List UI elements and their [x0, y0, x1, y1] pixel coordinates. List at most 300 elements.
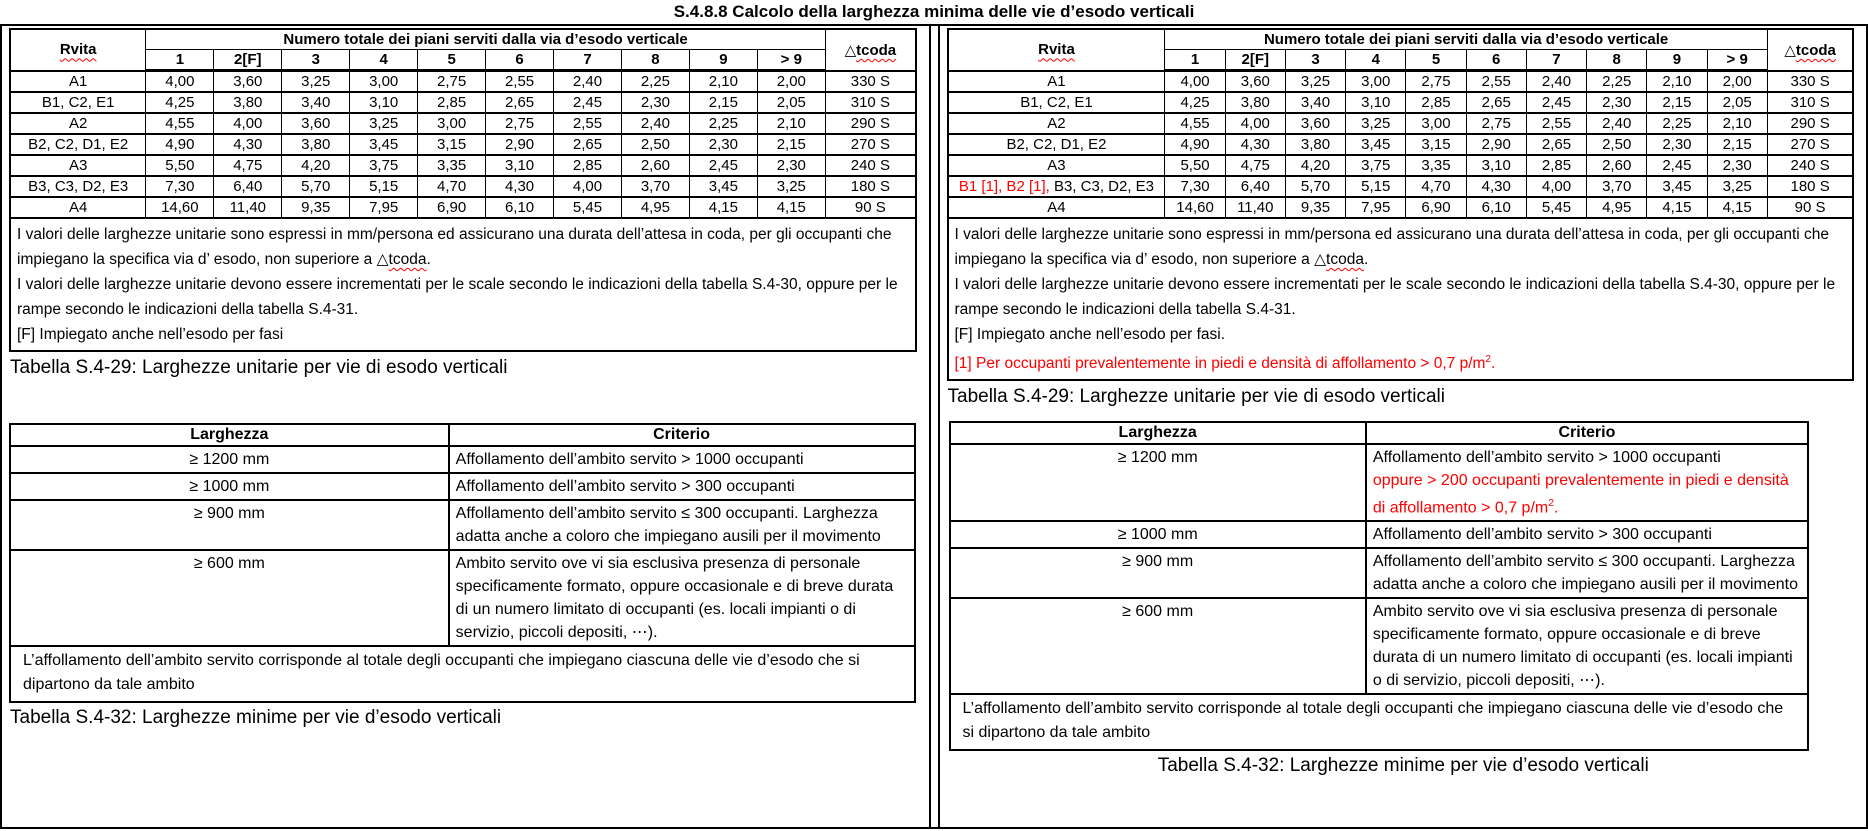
rvita-header-cell [10, 29, 146, 71]
table-row [10, 473, 915, 500]
floor-count-header: 4 [1346, 50, 1406, 71]
header-row [950, 422, 1809, 444]
table-row [948, 155, 1854, 176]
text-segment: . [426, 251, 431, 268]
comparison-container [0, 24, 1868, 829]
unit-width-value: 2,30 [757, 155, 825, 176]
footer-row [950, 694, 1809, 750]
unit-width-value: 2,40 [621, 113, 689, 134]
table-notes [10, 218, 916, 351]
unit-width-value: 6,10 [486, 197, 554, 218]
text-segment: B2, C2, D1, E2 [1006, 136, 1107, 153]
red-annotation-text: . [1554, 499, 1559, 517]
table-row [950, 444, 1809, 521]
unit-width-value: 4,20 [1285, 155, 1345, 176]
text-segment: [F] Impiegato anche nell’esodo per fasi [17, 326, 284, 343]
floor-count-header: > 9 [1707, 50, 1767, 71]
rvita-header-cell [948, 29, 1165, 71]
section-title: S.4.8.8 Calcolo della larghezza minima delle vie d’esodo verticali [673, 2, 1195, 21]
criterio-paragraph [1373, 600, 1801, 692]
unit-width-value: 2,15 [1707, 134, 1767, 155]
unit-width-value: 4,00 [214, 113, 282, 134]
table-row [10, 197, 916, 218]
larghezze-unitarie-table [9, 28, 917, 352]
unit-width-value: 3,25 [1346, 113, 1406, 134]
unit-width-value: 2,85 [1526, 155, 1586, 176]
unit-width-value: 2,50 [1587, 134, 1647, 155]
unit-width-value: 4,30 [486, 176, 554, 197]
floor-count-header: 2[F] [1225, 50, 1285, 71]
unit-width-value: 2,90 [1466, 134, 1526, 155]
table-body [10, 71, 916, 352]
unit-width-value: 2,30 [1647, 134, 1707, 155]
wavy-underlined-text: Rvita [1038, 41, 1075, 59]
rvita-cell [10, 155, 146, 176]
table-row [10, 71, 916, 93]
table-s4-29-caption: Tabella S.4-29: Larghezze unitarie per vie di esodo verticali [947, 386, 1445, 408]
unit-width-value: 3,60 [1285, 113, 1345, 134]
unit-width-value: 4,15 [757, 197, 825, 218]
text-segment: △ [844, 41, 857, 59]
floor-count-header: 2[F] [214, 50, 282, 71]
unit-width-value: 3,75 [350, 155, 418, 176]
table-row [948, 197, 1854, 218]
panel-content-right [940, 26, 1867, 777]
text-segment: B1, C2, E1 [1020, 94, 1093, 111]
larghezza-cell: ≥ 1000 mm [950, 521, 1366, 548]
floor-count-header: 8 [621, 50, 689, 71]
floor-count-header: 1 [146, 50, 214, 71]
criterio-paragraph [456, 448, 908, 471]
tcoda-value: 90 S [825, 197, 916, 218]
tcoda-value: 240 S [1767, 155, 1853, 176]
tcoda-value: 310 S [1767, 92, 1853, 113]
wavy-underlined-text: tcoda [856, 41, 897, 59]
unit-width-value: 2,55 [1466, 71, 1526, 93]
unit-width-value: 2,00 [1707, 71, 1767, 93]
table-row [10, 92, 916, 113]
text-segment: Ambito servito ove vi sia esclusiva presenza di personale specificamente formato, oppure occasionale e di breve durata di un numero limitato di occupanti (es. locali impianti o di servizio, piccoli depositi, ⋯). [1372, 603, 1793, 690]
rvita-cell [948, 176, 1165, 197]
unit-width-value: 4,30 [1225, 134, 1285, 155]
unit-width-value: 3,60 [214, 71, 282, 93]
unit-width-value: 2,75 [486, 113, 554, 134]
wavy-underlined-text: Rvita [59, 41, 97, 59]
rvita-cell [948, 92, 1165, 113]
floors-span-header: Numero totale dei piani serviti dalla via d’esodo verticale [1165, 29, 1767, 50]
unit-width-value: 3,15 [1406, 134, 1466, 155]
unit-width-value: 2,75 [1406, 71, 1466, 93]
notes-row [948, 218, 1854, 380]
unit-width-value: 4,90 [1165, 134, 1225, 155]
unit-width-value: 5,15 [1346, 176, 1406, 197]
table-row [950, 598, 1809, 694]
table-body [950, 444, 1809, 750]
delta-tcoda-header [825, 29, 916, 71]
table-row [948, 113, 1854, 134]
rvita-cell [10, 134, 146, 155]
tcoda-value: 180 S [825, 176, 916, 197]
larghezza-cell: ≥ 600 mm [950, 598, 1366, 694]
text-segment: A1 [69, 72, 88, 90]
floor-count-header: 7 [1526, 50, 1586, 71]
unit-width-value: 5,70 [1285, 176, 1345, 197]
table-s4-32-caption: Tabella S.4-32: Larghezze minime per vie d’esodo verticali [1157, 755, 1649, 777]
note-line [17, 272, 909, 322]
rvita-cell [10, 92, 146, 113]
tcoda-value: 240 S [825, 155, 916, 176]
floor-count-header: 8 [1587, 50, 1647, 71]
criterio-cell [1366, 598, 1808, 694]
criterio-paragraph [456, 552, 908, 644]
unit-width-value: 3,25 [282, 71, 350, 93]
criterio-cell [449, 500, 915, 550]
unit-width-value: 2,15 [757, 134, 825, 155]
text-segment: I valori delle larghezze unitarie devono essere incrementati per le scale secondo le indicazioni della tabella S.4-30, oppure per le rampe secondo le indicazioni della tabella S.4-31. [17, 276, 898, 318]
criterio-paragraph [456, 502, 908, 548]
unit-width-value: 6,10 [1466, 197, 1526, 218]
unit-width-value: 2,25 [689, 113, 757, 134]
floor-count-header: 3 [282, 50, 350, 71]
floor-count-header: 6 [1466, 50, 1526, 71]
larghezza-cell: ≥ 1200 mm [10, 446, 449, 473]
larghezza-column-header: Larghezza [950, 422, 1366, 444]
red-annotation-text: oppure > 200 occupanti prevalentemente in piedi e densità di affollamento > 0,7 p/m [1372, 472, 1789, 517]
text-segment: B2, C2, D1, E2 [28, 136, 129, 153]
unit-width-value: 2,00 [757, 71, 825, 93]
floor-count-header: 4 [350, 50, 418, 71]
unit-width-value: 11,40 [214, 197, 282, 218]
floor-count-header: 7 [554, 50, 622, 71]
unit-width-value: 2,40 [554, 71, 622, 93]
unit-width-value: 2,05 [1707, 92, 1767, 113]
floor-count-header: 9 [689, 50, 757, 71]
rvita-cell [948, 197, 1165, 218]
text-segment: A3 [69, 157, 88, 174]
unit-width-value: 2,10 [689, 71, 757, 93]
text-segment: Affollamento dell’ambito servito > 300 occupanti [455, 478, 795, 495]
unit-width-value: 2,05 [757, 92, 825, 113]
unit-width-value: 2,65 [486, 92, 554, 113]
tcoda-value: 180 S [1767, 176, 1853, 197]
header-row [10, 50, 916, 71]
unit-width-value: 4,00 [146, 71, 214, 93]
unit-width-value: 4,55 [1165, 113, 1225, 134]
red-annotation-text: B1 [1], B2 [1], [958, 178, 1050, 195]
larghezze-unitarie-table [947, 28, 1855, 381]
unit-width-value: 3,00 [350, 71, 418, 93]
unit-width-value: 3,80 [1225, 92, 1285, 113]
unit-width-value: 4,00 [1526, 176, 1586, 197]
rvita-cell [10, 113, 146, 134]
table-row [950, 548, 1809, 598]
note-line [955, 272, 1847, 322]
unit-width-value: 3,10 [486, 155, 554, 176]
text-segment: I valori delle larghezze unitarie devono essere incrementati per le scale secondo le indicazioni della tabella S.4-30, oppure per le rampe secondo le indicazioni della tabella S.4-31. [954, 276, 1836, 318]
unit-width-value: 5,45 [554, 197, 622, 218]
unit-width-value: 3,10 [1466, 155, 1526, 176]
table-row [10, 134, 916, 155]
table-row [948, 176, 1854, 197]
floor-count-header: 5 [1406, 50, 1466, 71]
unit-width-value: 3,40 [1285, 92, 1345, 113]
unit-width-value: 4,15 [1647, 197, 1707, 218]
unit-width-value: 2,90 [486, 134, 554, 155]
delta-tcoda-header [1767, 29, 1853, 71]
unit-width-value: 9,35 [1285, 197, 1345, 218]
red-annotation-text: 2 [1485, 354, 1492, 365]
criterio-cell [449, 446, 915, 473]
text-segment: A3 [1047, 157, 1066, 174]
unit-width-value: 4,70 [418, 176, 486, 197]
unit-width-value: 5,50 [1165, 155, 1225, 176]
comparison-panel-right [938, 26, 1867, 827]
text-segment: I valori delle larghezze unitarie sono espressi in mm/persona ed assicurano una durata dell’attesa in coda, per gli occupanti che impiegano la specifica via d’ esodo, non superiore a [954, 226, 1830, 268]
table-row [948, 92, 1854, 113]
unit-width-value: 3,25 [1707, 176, 1767, 197]
unit-width-value: 3,35 [418, 155, 486, 176]
tcoda-value: 290 S [825, 113, 916, 134]
criterio-cell [449, 550, 915, 646]
note-line [955, 222, 1847, 272]
text-segment: I valori delle larghezze unitarie sono espressi in mm/persona ed assicurano una durata dell’attesa in coda, per gli occupanti che impiegano la specifica via d’ esodo, non superiore a [17, 226, 892, 268]
unit-width-value: 3,00 [418, 113, 486, 134]
rvita-cell [10, 71, 146, 93]
note-line [955, 347, 1847, 376]
unit-width-value: 4,95 [1587, 197, 1647, 218]
text-segment: A4 [69, 199, 88, 216]
unit-width-value: 4,75 [214, 155, 282, 176]
criterio-paragraph [1373, 523, 1801, 546]
red-annotation-text: . [1491, 355, 1496, 373]
tcoda-value: 330 S [825, 71, 916, 93]
table-head [948, 29, 1854, 71]
larghezza-cell: ≥ 1000 mm [10, 473, 449, 500]
unit-width-value: 6,90 [1406, 197, 1466, 218]
comparison-panel-left [2, 26, 931, 827]
text-segment: . [1363, 251, 1369, 268]
unit-width-value: 2,25 [621, 71, 689, 93]
red-annotation-text: [1] Per occupanti prevalentemente in piedi e densità di affollamento > 0,7 p/m [954, 355, 1486, 373]
text-segment: Ambito servito ove vi sia esclusiva presenza di personale specificamente formato, oppure occasionale e di breve durata di un numero limitato di occupanti (es. locali impianti o di servizio, piccoli depositi, ⋯). [455, 555, 894, 641]
affollamento-footer-note: L’affollamento dell’ambito servito corrisponde al totale degli occupanti che impiegano ciascuna delle vie d’esodo che si dipartono da tale ambito [10, 646, 915, 702]
unit-width-value: 3,45 [1346, 134, 1406, 155]
larghezze-minime-table [9, 423, 916, 703]
criterio-cell [1366, 444, 1808, 521]
text-segment: △ [1784, 41, 1796, 59]
rvita-cell [948, 155, 1165, 176]
unit-width-value: 2,65 [1526, 134, 1586, 155]
unit-width-value: 2,25 [1647, 113, 1707, 134]
footer-row [10, 646, 915, 702]
unit-width-value: 2,10 [757, 113, 825, 134]
wavy-underlined-text: tcoda [388, 251, 427, 268]
unit-width-value: 3,40 [282, 92, 350, 113]
unit-width-value: 2,10 [1647, 71, 1707, 93]
unit-width-value: 3,80 [1285, 134, 1345, 155]
criterio-cell [1366, 548, 1808, 598]
unit-width-value: 4,75 [1225, 155, 1285, 176]
tcoda-value: 270 S [1767, 134, 1853, 155]
table-notes [948, 218, 1854, 380]
text-segment: Affollamento dell’ambito servito > 300 occupanti [1372, 526, 1712, 544]
rvita-cell [10, 197, 146, 218]
unit-width-value: 3,25 [1285, 71, 1345, 93]
table-s4-32-caption: Tabella S.4-32: Larghezze minime per vie d’esodo verticali [10, 707, 502, 728]
unit-width-value: 7,95 [1346, 197, 1406, 218]
unit-width-value: 3,45 [350, 134, 418, 155]
unit-width-value: 3,45 [689, 176, 757, 197]
rvita-cell [948, 113, 1165, 134]
larghezza-cell: ≥ 900 mm [10, 500, 449, 550]
floors-span-header: Numero totale dei piani serviti dalla via d’esodo verticale [146, 29, 825, 50]
unit-width-value: 4,95 [621, 197, 689, 218]
unit-width-value: 4,30 [214, 134, 282, 155]
unit-width-value: 2,30 [621, 92, 689, 113]
floor-count-header: 5 [418, 50, 486, 71]
notes-row [10, 218, 916, 351]
unit-width-value: 4,00 [554, 176, 622, 197]
text-segment: A2 [69, 115, 88, 132]
unit-width-value: 3,70 [621, 176, 689, 197]
text-segment: B3, C3, D2, E3 [1049, 178, 1155, 195]
unit-width-value: 3,75 [1346, 155, 1406, 176]
unit-width-value: 2,15 [1647, 92, 1707, 113]
unit-width-value: 7,95 [350, 197, 418, 218]
text-segment: △ [1314, 251, 1327, 268]
unit-width-value: 4,15 [1707, 197, 1767, 218]
unit-width-value: 2,40 [1526, 71, 1586, 93]
table-head [10, 29, 916, 71]
unit-width-value: 2,85 [554, 155, 622, 176]
text-segment: [F] Impiegato anche nell’esodo per fasi. [954, 326, 1226, 343]
unit-width-value: 14,60 [146, 197, 214, 218]
unit-width-value: 9,35 [282, 197, 350, 218]
text-segment: A2 [1047, 115, 1066, 132]
unit-width-value: 2,75 [418, 71, 486, 93]
unit-width-value: 2,45 [689, 155, 757, 176]
unit-width-value: 2,45 [1647, 155, 1707, 176]
table-s4-29-caption: Tabella S.4-29: Larghezze unitarie per vie di esodo verticali [10, 357, 508, 378]
table-row [10, 113, 916, 134]
text-segment: Affollamento dell’ambito servito > 1000 occupanti [1372, 449, 1721, 467]
unit-width-value: 2,15 [689, 92, 757, 113]
criterio-cell [449, 473, 915, 500]
unit-width-value: 4,25 [146, 92, 214, 113]
tcoda-value: 290 S [1767, 113, 1853, 134]
criterio-column-header: Criterio [449, 424, 915, 446]
larghezza-cell: ≥ 900 mm [950, 548, 1366, 598]
affollamento-footer-note: L’affollamento dell’ambito servito corrisponde al totale degli occupanti che impiegano ciascuna delle vie d’esodo che si dipartono da tale ambito [950, 694, 1809, 750]
unit-width-value: 6,40 [1225, 176, 1285, 197]
text-segment: A4 [1047, 199, 1066, 216]
rvita-cell [10, 176, 146, 197]
unit-width-value: 3,60 [1225, 71, 1285, 93]
floor-count-header: > 9 [757, 50, 825, 71]
unit-width-value: 3,45 [1647, 176, 1707, 197]
criterio-paragraph [1373, 446, 1801, 469]
unit-width-value: 2,85 [1406, 92, 1466, 113]
unit-width-value: 3,15 [418, 134, 486, 155]
unit-width-value: 2,60 [1587, 155, 1647, 176]
unit-width-value: 2,45 [554, 92, 622, 113]
unit-width-value: 5,15 [350, 176, 418, 197]
tcoda-value: 90 S [1767, 197, 1853, 218]
table-row [10, 500, 915, 550]
criterio-paragraph [1373, 550, 1801, 596]
unit-width-value: 5,70 [282, 176, 350, 197]
panel-content-left [2, 26, 929, 729]
unit-width-value: 3,00 [1406, 113, 1466, 134]
unit-width-value: 2,25 [1587, 71, 1647, 93]
unit-width-value: 2,55 [486, 71, 554, 93]
header-row [10, 29, 916, 50]
table-body [10, 446, 915, 702]
wavy-underlined-text: tcoda [1326, 251, 1364, 268]
header-row [948, 29, 1854, 50]
unit-width-value: 5,50 [146, 155, 214, 176]
text-segment: A1 [1047, 72, 1066, 90]
unit-width-value: 2,45 [1526, 92, 1586, 113]
table-row [948, 71, 1854, 93]
criterio-paragraph [456, 475, 908, 498]
unit-width-value: 3,35 [1406, 155, 1466, 176]
unit-width-value: 3,80 [282, 134, 350, 155]
table-row [10, 446, 915, 473]
tcoda-value: 310 S [825, 92, 916, 113]
floor-count-header: 9 [1647, 50, 1707, 71]
unit-width-value: 4,20 [282, 155, 350, 176]
unit-width-value: 3,10 [1346, 92, 1406, 113]
unit-width-value: 4,00 [1225, 113, 1285, 134]
unit-width-value: 2,40 [1587, 113, 1647, 134]
unit-width-value: 4,90 [146, 134, 214, 155]
rvita-cell [948, 71, 1165, 93]
text-segment: Affollamento dell’ambito servito ≤ 300 occupanti. Larghezza adatta anche a coloro che impiegano ausili per il movimento [1372, 553, 1798, 594]
unit-width-value: 2,85 [418, 92, 486, 113]
larghezza-cell: ≥ 1200 mm [950, 444, 1366, 521]
header-row [10, 424, 915, 446]
note-line [17, 322, 909, 347]
unit-width-value: 4,25 [1165, 92, 1225, 113]
text-segment: △ [376, 251, 389, 268]
larghezza-column-header: Larghezza [10, 424, 449, 446]
unit-width-value: 2,65 [1466, 92, 1526, 113]
unit-width-value: 7,30 [146, 176, 214, 197]
unit-width-value: 3,25 [350, 113, 418, 134]
unit-width-value: 4,30 [1466, 176, 1526, 197]
floor-count-header: 6 [486, 50, 554, 71]
unit-width-value: 4,55 [146, 113, 214, 134]
unit-width-value: 2,50 [621, 134, 689, 155]
unit-width-value: 14,60 [1165, 197, 1225, 218]
tcoda-value: 330 S [1767, 71, 1853, 93]
unit-width-value: 3,60 [282, 113, 350, 134]
unit-width-value: 3,00 [1346, 71, 1406, 93]
table-head [950, 422, 1809, 444]
unit-width-value: 7,30 [1165, 176, 1225, 197]
tcoda-value: 270 S [825, 134, 916, 155]
table-row [950, 521, 1809, 548]
table-row [10, 176, 916, 197]
table-row [10, 550, 915, 646]
larghezze-minime-table [949, 421, 1810, 751]
text-segment: B1, C2, E1 [41, 94, 115, 111]
unit-width-value: 2,65 [554, 134, 622, 155]
unit-width-value: 4,00 [1165, 71, 1225, 93]
red-annotation-text: 2 [1548, 498, 1555, 510]
unit-width-value: 2,55 [554, 113, 622, 134]
